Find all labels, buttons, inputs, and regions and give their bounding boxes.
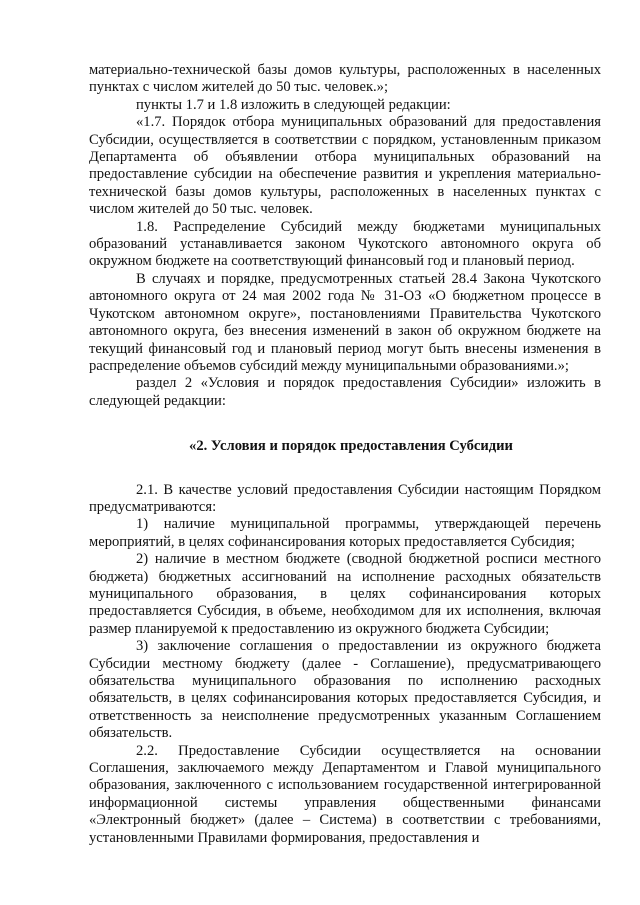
document-body: [89, 62, 601, 847]
paragraph-continuation: материально-технической базы домов культуры, расположенных в населенных пунктах с числом жителей до 50 тыс. человек.»;: [89, 62, 601, 96]
paragraph-1-8: 1.8. Распределение Субсидий между бюджетами муниципальных образований устанавливается законом Чукотского автономного округа об окружном бюджете на соответствующий финансовый год и плановый период.: [89, 218, 601, 270]
paragraph-cases: В случаях и порядке, предусмотренных статьей 28.4 Закона Чукотского автономного округа от 24 мая 2002 года № 31-ОЗ «О бюджетном процессе в Чукотском автономном округе», постановлениями Правительства Чукотского автономного округа, без внесения изменений в закон об окружном бюджете на текущий финансовый год и плановый период могут быть внесены изменения в распределение объемов субсидий между муниципальными образованиями.»;: [89, 270, 601, 374]
paragraph-1-7: «1.7. Порядок отбора муниципальных образований для предоставления Субсидии, осуществляется в соответствии с порядком, установленным приказом Департамента об объявлении отбора муниципальных образований на предоставление субсидии на обеспечение развития и укрепления материально-технической базы домов культуры, расположенных в населенных пунктах с числом жителей до 50 тыс. человек.: [89, 114, 601, 218]
list-item-2: 2) наличие в местном бюджете (сводной бюджетной росписи местного бюджета) бюджетных ассигнований на исполнение расходных обязательств муниципального образования, в целях софинансирования которых предоставляется Субсидия, в объеме, необходимом для их исполнения, включая размер планируемой к предоставлению из окружного бюджета Субсидии;: [89, 551, 601, 637]
section-heading: «2. Условия и порядок предоставления Субсидии: [189, 438, 513, 455]
paragraph-2-1: 2.1. В качестве условий предоставления Субсидии настоящим Порядком предусматриваются:: [89, 481, 601, 515]
list-item-1: 1) наличие муниципальной программы, утверждающей перечень мероприятий, в целях софинансирования которых предоставляется Субсидия;: [89, 516, 601, 550]
paragraph-amendment-intro: пункты 1.7 и 1.8 изложить в следующей редакции:: [136, 96, 451, 113]
paragraph-section-2-intro: раздел 2 «Условия и порядок предоставления Субсидии» изложить в следующей редакции:: [89, 375, 601, 409]
paragraph-2-2: 2.2. Предоставление Субсидии осуществляется на основании Соглашения, заключаемого между Департаментом и Главой муниципального образования, заключенного с использованием государственной интегрированной информационной системы управления общественными финансами «Электронный бюджет» (далее – Система) в соответствии с требованиями, установленными Правилами формирования, предоставления и: [89, 742, 601, 846]
list-item-3: 3) заключение соглашения о предоставлении из окружного бюджета Субсидии местному бюджету (далее - Соглашение), предусматривающего обязательства муниципального образования по исполнению расходных обязательств, в целях софинансирования которых предоставляется Субсидия, и ответственность за неисполнение предусмотренных указанным Соглашением обязательств.: [89, 638, 601, 742]
